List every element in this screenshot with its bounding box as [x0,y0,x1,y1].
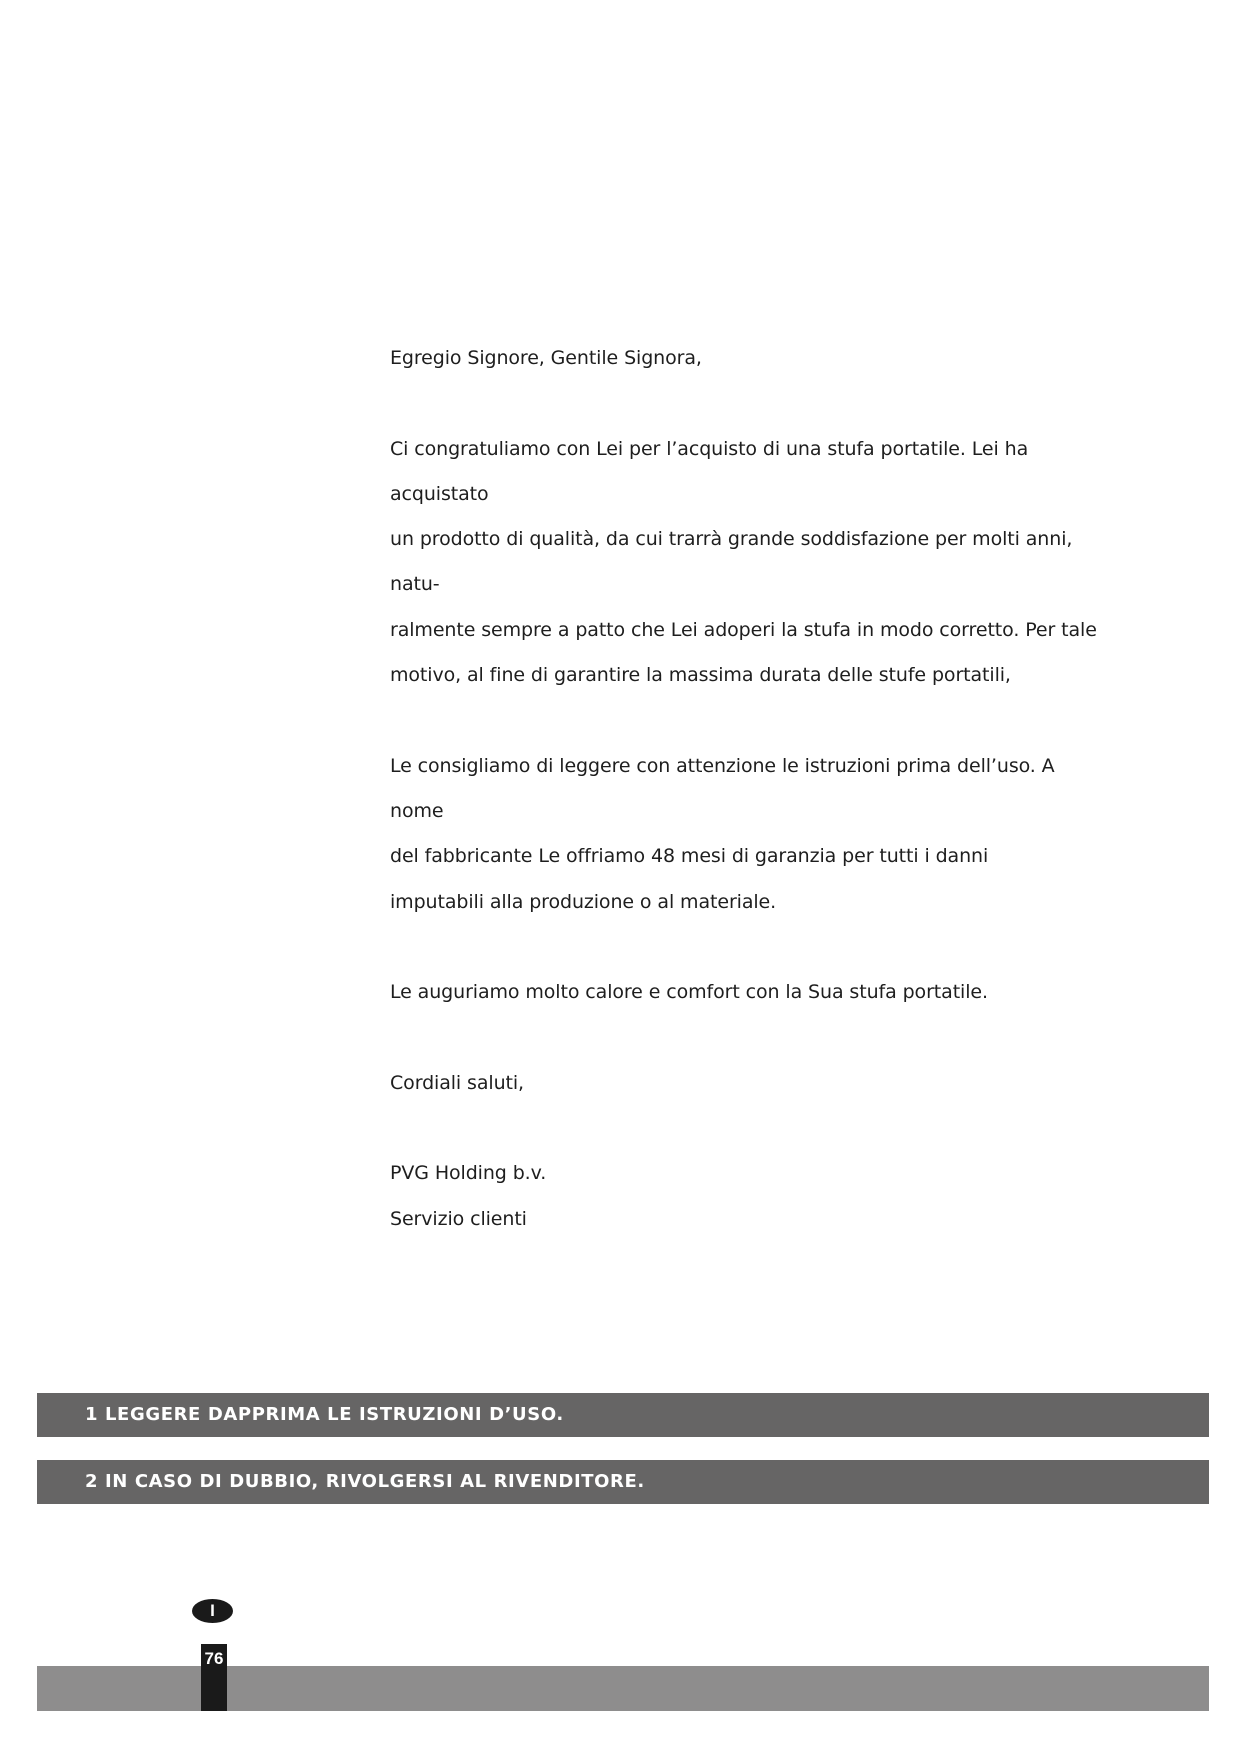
paragraph-gap [390,698,1110,743]
instruction-bar-1: 1 LEGGERE DAPPRIMA LE ISTRUZIONI D’USO. [37,1393,1209,1437]
paragraph-1-line-3: ralmente sempre a patto che Lei adoperi la stufa in modo corretto. Per tale [390,618,1097,641]
closing-line: Cordiali saluti, [390,1071,524,1094]
paragraph-gap [390,1015,1110,1060]
language-badge: I [192,1599,233,1623]
page-number: 76 [201,1644,227,1711]
department-name: Servizio clienti [390,1207,527,1230]
letter-body [390,336,1110,1242]
paragraph-1-line-1: Ci congratuliamo con Lei per l’acquisto di una stufa portatile. Lei ha acquistato [390,437,1029,505]
company-name: PVG Holding b.v. [390,1162,547,1185]
salutation: Egregio Signore, Gentile Signora, [390,347,702,369]
instruction-bar-2: 2 IN CASO DI DUBBIO, RIVOLGERSI AL RIVENDITORE. [37,1460,1209,1504]
paragraph-gap [390,1106,1110,1151]
paragraph-2-line-3: imputabili alla produzione o al materiale. [390,890,777,913]
paragraph-2-line-2: del fabbricante Le offriamo 48 mesi di garanzia per tutti i danni [390,845,989,868]
paragraph-1-line-4: motivo, al fine di garantire la massima durata delle stufe portatili, [390,664,1011,687]
wish-line: Le auguriamo molto calore e comfort con la Sua stufa portatile. [390,981,988,1004]
paragraph-gap [390,381,1110,426]
paragraph-2-line-1: Le consigliamo di leggere con attenzione le istruzioni prima dell’uso. A nome [390,754,1055,822]
paragraph-1-line-2: un prodotto di qualità, da cui trarrà grande soddisfazione per molti anni, natu- [390,528,1073,596]
paragraph-gap [390,925,1110,970]
